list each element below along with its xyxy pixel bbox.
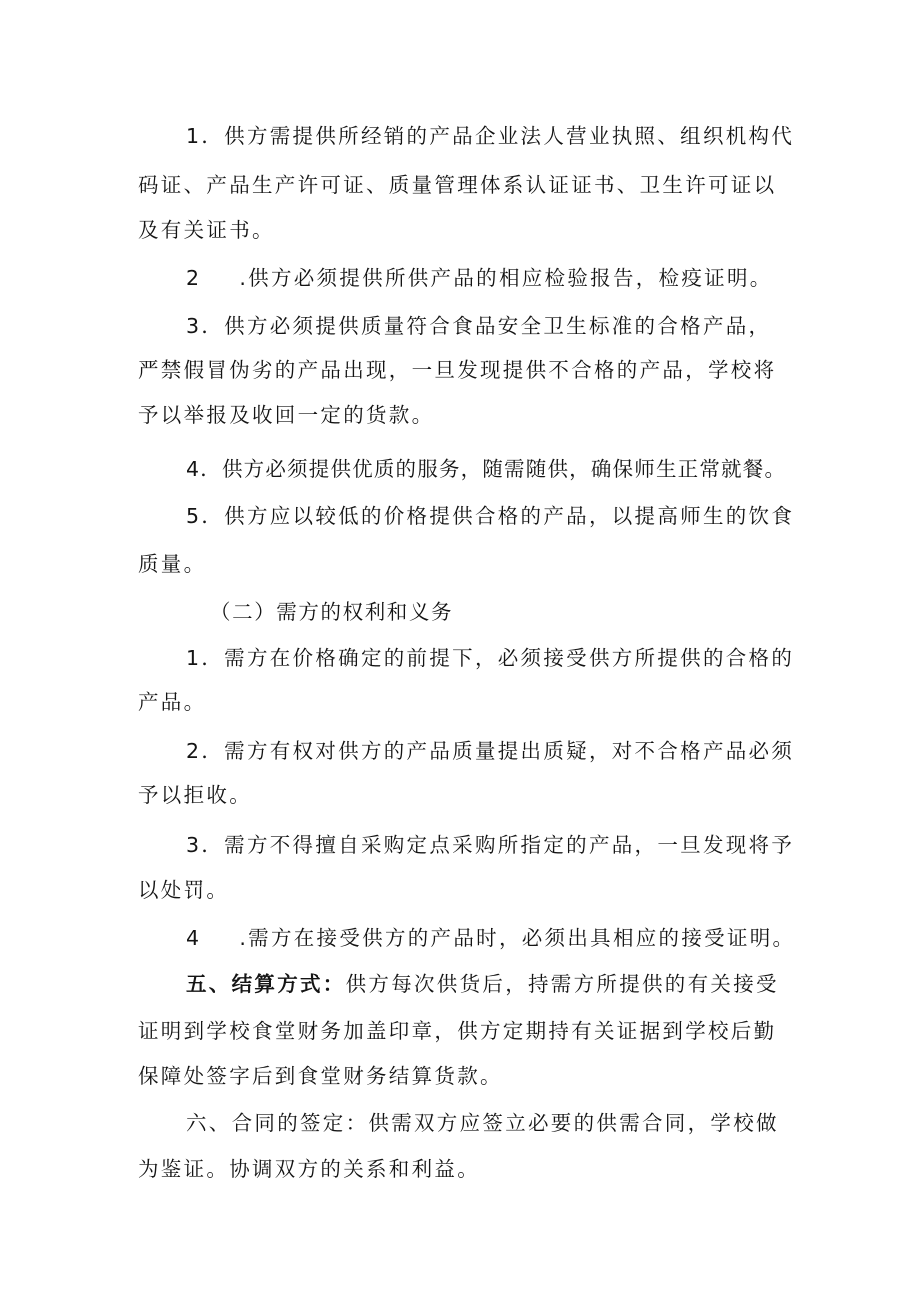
supplier-item-5-line-2: 质量。 (138, 552, 207, 576)
buyer-rights-heading: （二）需方的权利和义务 (210, 600, 454, 624)
contract-line-2: 为鉴证。协调双方的关系和利益。 (138, 1157, 480, 1181)
buyer-item-3-line-2: 以处罚。 (138, 878, 230, 902)
supplier-item-2-text: .供方必须提供所供产品的相应检验报告，检疫证明。 (239, 266, 773, 290)
supplier-item-5-line-1: 5．供方应以较低的价格提供合格的产品，以提高师生的饮食 (186, 504, 795, 528)
settlement-line-3: 保障处签字后到食堂财务结算货款。 (138, 1064, 503, 1088)
buyer-item-4 (186, 924, 795, 952)
supplier-item-3-line-1: 3．供方必须提供质量符合食品安全卫生标准的合格产品， (186, 314, 772, 338)
settlement-line-1 (186, 970, 779, 998)
supplier-item-3-line-2: 严禁假冒伪劣的产品出现，一旦发现提供不合格的产品，学校将 (138, 358, 777, 382)
contract-line-1: 六、合同的签定：供需双方应签立必要的供需合同，学校做 (186, 1111, 779, 1135)
buyer-item-1-line-1: 1．需方在价格确定的前提下，必须接受供方所提供的合格的 (186, 646, 795, 670)
buyer-item-3-line-1: 3．需方不得擅自采购定点采购所指定的产品，一旦发现将予 (186, 833, 795, 857)
buyer-item-1-line-2: 产品。 (138, 690, 207, 714)
supplier-item-2 (186, 264, 773, 292)
buyer-item-4-number: 4 (186, 926, 202, 950)
buyer-item-4-text: .需方在接受供方的产品时，必须出具相应的接受证明。 (239, 926, 796, 950)
supplier-item-1-line-2: 码证、产品生产许可证、质量管理体系认证证书、卫生许可证以 (138, 173, 777, 197)
settlement-label: 五、结算方式： (186, 972, 346, 996)
buyer-item-2-line-1: 2．需方有权对供方的产品质量提出质疑，对不合格产品必须 (186, 739, 795, 763)
supplier-item-4: 4．供方必须提供优质的服务，随需随供，确保师生正常就餐。 (186, 457, 787, 481)
supplier-item-1-line-3: 及有关证书。 (138, 218, 275, 242)
buyer-item-2-line-2: 予以拒收。 (138, 783, 252, 807)
settlement-line-2: 证明到学校食堂财务加盖印章，供方定期持有关证据到学校后勤 (138, 1019, 777, 1043)
supplier-item-2-number: 2 (186, 266, 202, 290)
settlement-text-1: 供方每次供货后，持需方所提供的有关接受 (345, 972, 779, 996)
supplier-item-1-line-1: 1．供方需提供所经销的产品企业法人营业执照、组织机构代 (186, 124, 795, 148)
supplier-item-3-line-3: 予以举报及收回一定的货款。 (138, 403, 435, 427)
